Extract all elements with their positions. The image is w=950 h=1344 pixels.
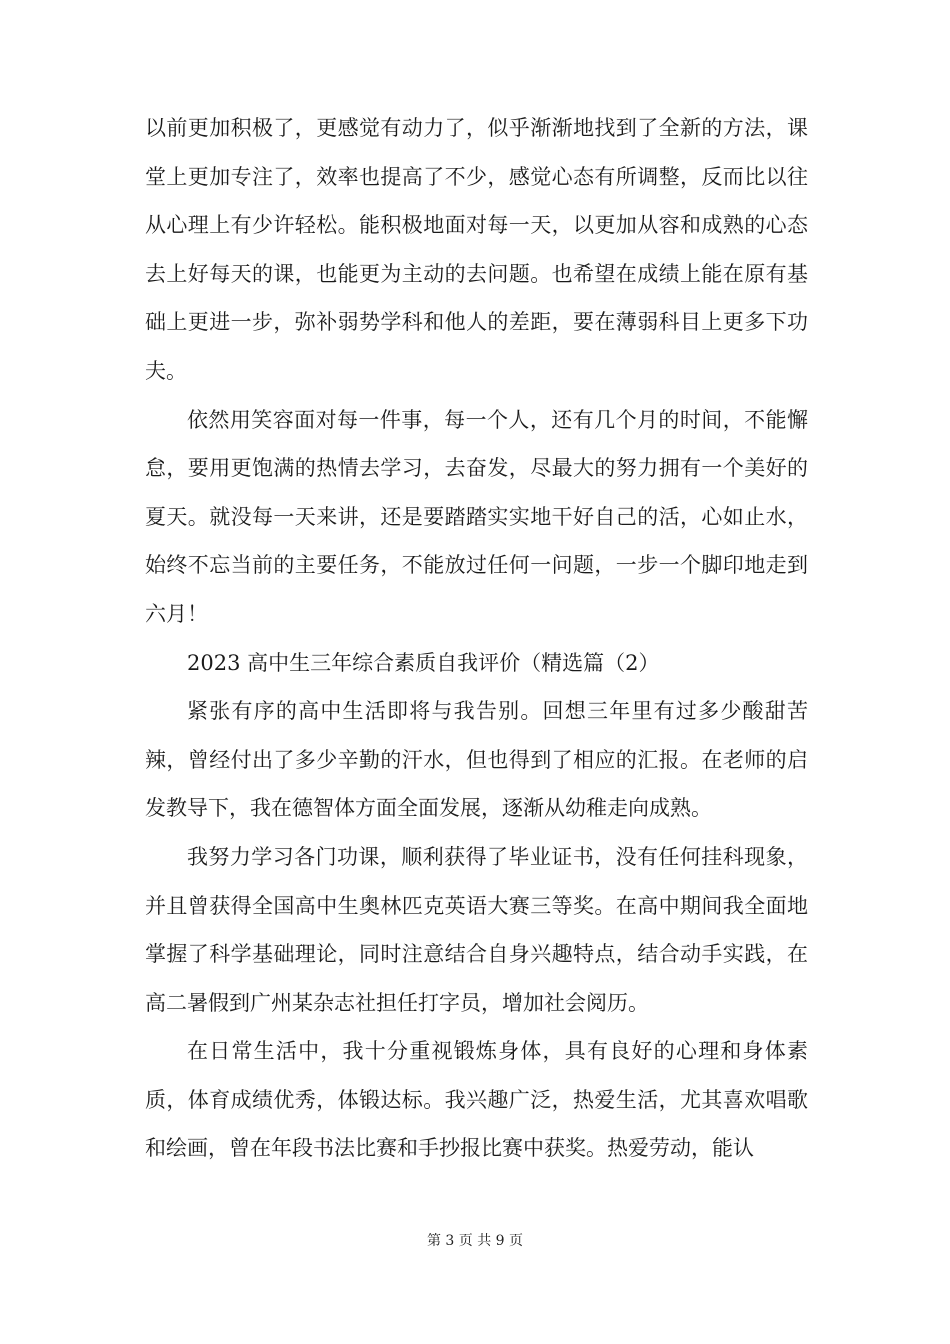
page-number-footer: 第 3 页 共 9 页 xyxy=(426,1233,524,1249)
paragraph-farewell: 紧张有序的高中生活即将与我告别。回想三年里有过多少酸甜苦辣，曾经付出了多少辛勤的汗水，但也得到了相应的汇报。在老师的启发教导下，我在德智体方面全面发展，逐渐从幼稚走向成熟。 xyxy=(145,699,808,821)
paragraph-study: 我努力学习各门功课，顺利获得了毕业证书，没有任何挂科现象，并且曾获得全国高中生奥林匹克英语大赛三等奖。在高中期间我全面地掌握了科学基础理论，同时注意结合自身兴趣特点，结合动手实践，在高二暑假到广州某杂志社担任打字员，增加社会阅历。 xyxy=(145,844,808,1015)
paragraph-smile: 依然用笑容面对每一件事，每一个人，还有几个月的时间，不能懈怠，要用更饱满的热情去学习，去奋发，尽最大的努力拥有一个美好的夏天。就没每一天来讲，还是要踏踏实实地干好自己的活，心如止水，始终不忘当前的主要任务，不能放过任何一问题，一步一个脚印地走到六月！ xyxy=(145,407,808,626)
document-body xyxy=(145,104,808,1173)
paragraph-continued: 以前更加积极了，更感觉有动力了，似乎渐渐地找到了全新的方法，课堂上更加专注了，效率也提高了不少，感觉心态有所调整，反而比以往从心理上有少许轻松。能积极地面对每一天，以更加从容和成熟的心态去上好每天的课，也能更为主动的去问题。也希望在成绩上能在原有基础上更进一步，弥补弱势学科和他人的差距，要在薄弱科目上更多下功夫。 xyxy=(145,116,808,383)
section-heading: 2023 高中生三年综合素质自我评价（精选篇（2） xyxy=(187,650,660,675)
paragraph-daily-life: 在日常生活中，我十分重视锻炼身体，具有良好的心理和身体素质，体育成绩优秀，体锻达标。我兴趣广泛，热爱生活，尤其喜欢唱歌和绘画，曾在年段书法比赛和手抄报比赛中获奖。热爱劳动，能认 xyxy=(145,1039,808,1161)
